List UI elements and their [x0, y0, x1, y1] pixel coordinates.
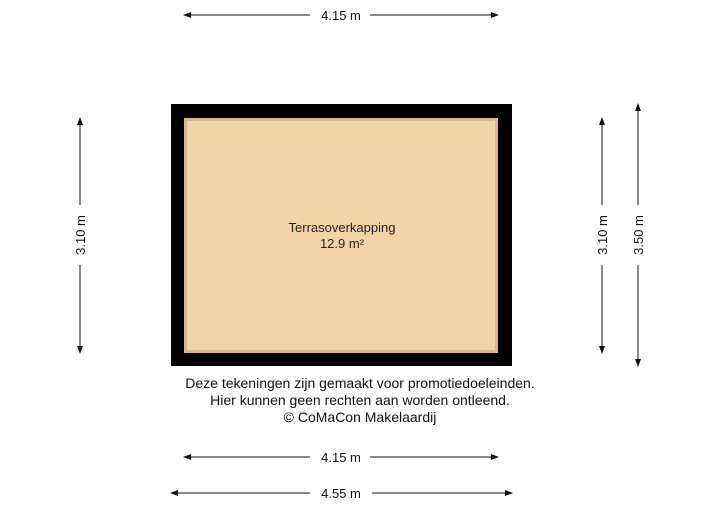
dimension-left-height-label: 3.10 m	[73, 215, 88, 255]
dimension-bottom-inner-width-label: 4.15 m	[321, 450, 361, 465]
dimension-right-inner-height-label: 3.10 m	[595, 215, 610, 255]
dimension-bottom-inner-width	[184, 450, 498, 465]
disclaimer-copyright: © CoMaCon Makelaardij	[283, 409, 437, 425]
disclaimer	[0, 375, 720, 426]
dimension-top-width	[184, 8, 498, 23]
dimension-right-outer-height	[631, 104, 646, 366]
room-area: 12.9 m²	[319, 236, 365, 251]
dimension-left-height	[73, 118, 88, 353]
room-name: Terrasoverkapping	[288, 220, 396, 235]
dimension-right-outer-height-label: 3.50 m	[631, 215, 646, 255]
disclaimer-line-2: Hier kunnen geen rechten aan worden ontleend.	[210, 392, 510, 408]
dimension-bottom-outer-width-label: 4.55 m	[321, 486, 361, 501]
dimension-right-inner-height	[595, 118, 610, 353]
dimension-top-width-label: 4.15 m	[321, 8, 361, 23]
disclaimer-line-1: Deze tekeningen zijn gemaakt voor promotiedoeleinden.	[185, 375, 535, 391]
dimension-bottom-outer-width	[171, 486, 512, 501]
